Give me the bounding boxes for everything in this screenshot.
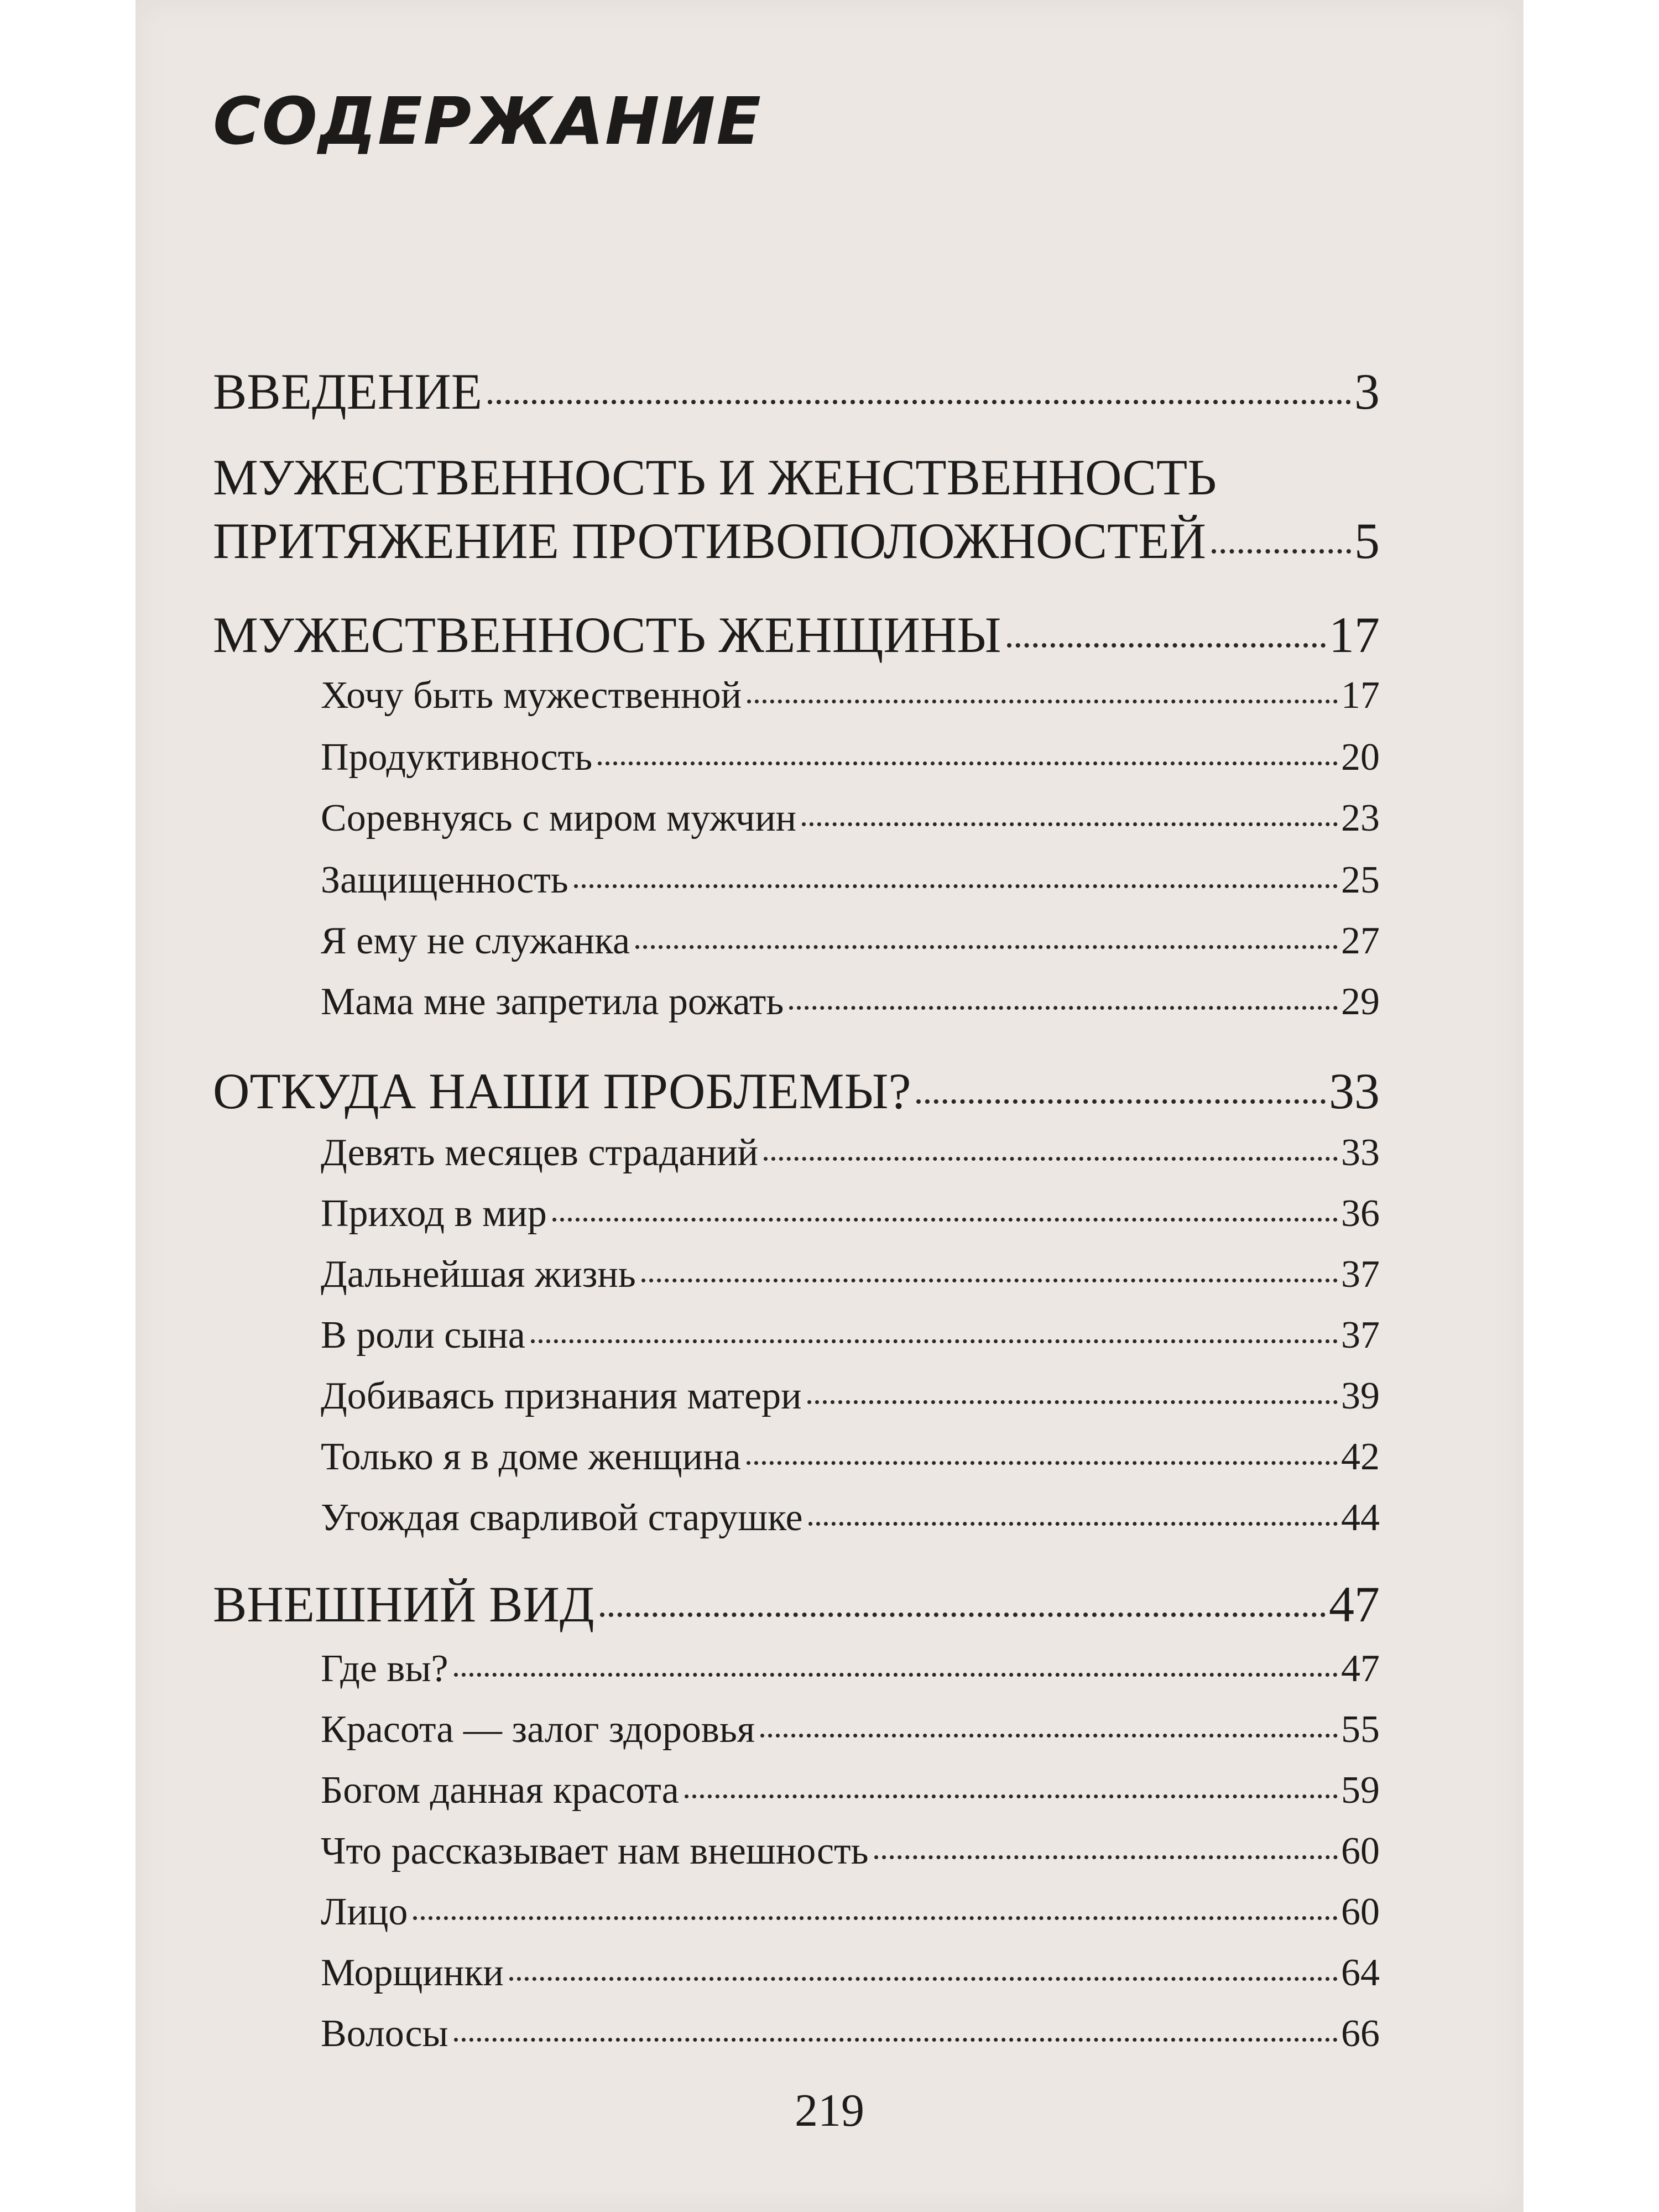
toc-chapter-title: МУЖЕСТВЕННОСТЬ ЖЕНЩИНЫ (213, 607, 1001, 663)
toc-page-number: 66 (1341, 2012, 1380, 2055)
toc-subsection[interactable] (321, 858, 1380, 902)
toc-page-number: 29 (1341, 980, 1380, 1023)
dot-leader (454, 2038, 1338, 2042)
dot-leader (552, 1218, 1338, 1222)
toc-subsection-title: Лицо (321, 1891, 408, 1933)
dot-leader (1212, 549, 1351, 554)
toc-subsection[interactable] (321, 1708, 1380, 1752)
dot-leader (789, 1006, 1338, 1010)
toc-page-number: 25 (1341, 859, 1380, 901)
dot-leader (747, 700, 1338, 703)
toc-subsection[interactable] (321, 1435, 1380, 1479)
toc-subsection[interactable] (321, 735, 1380, 780)
toc-page-number: 3 (1354, 363, 1380, 420)
dot-leader (635, 945, 1338, 949)
toc-page-number: 17 (1329, 607, 1380, 663)
toc-page-number: 5 (1354, 513, 1380, 569)
toc-chapter[interactable] (213, 1575, 1380, 1634)
toc-subsection-title: Богом данная красота (321, 1769, 679, 1812)
toc-subsection-title: Хочу быть мужественной (321, 674, 742, 717)
toc-page-number: 33 (1341, 1131, 1380, 1174)
dot-leader (874, 1855, 1338, 1859)
toc-subsection[interactable] (321, 1496, 1380, 1540)
toc-subsection[interactable] (321, 1647, 1380, 1691)
dot-leader (641, 1279, 1338, 1282)
toc-chapter-title: ВНЕШНИЙ ВИД (213, 1576, 594, 1632)
dot-leader (916, 1099, 1326, 1104)
dot-leader (509, 1977, 1338, 1981)
dot-leader (807, 1400, 1338, 1404)
dot-leader (531, 1339, 1338, 1343)
toc-subsection[interactable] (321, 1890, 1380, 1934)
dot-leader (1007, 643, 1326, 648)
toc-subsection[interactable] (321, 1253, 1380, 1297)
dot-leader (802, 822, 1338, 826)
toc-subsection-title: Соревнуясь с миром мужчин (321, 797, 797, 839)
dot-leader (808, 1522, 1338, 1526)
dot-leader (685, 1794, 1338, 1798)
dot-leader (760, 1734, 1338, 1738)
toc-page-number: 59 (1341, 1769, 1380, 1812)
toc-page-number: 60 (1341, 1830, 1380, 1872)
toc-subsection-title: Красота — залог здоровья (321, 1708, 755, 1751)
page-number-footer: 219 (795, 2085, 864, 2136)
toc-subsection-title: Добиваясь признания матери (321, 1375, 802, 1417)
table-of-contents (213, 0, 1380, 2212)
toc-page-number: 17 (1341, 674, 1380, 717)
toc-subsection-title: Приход в мир (321, 1192, 547, 1235)
toc-subsection[interactable] (321, 1951, 1380, 1995)
toc-subsection[interactable] (321, 919, 1380, 963)
toc-page-number: 37 (1341, 1314, 1380, 1357)
toc-subsection-title: В роли сына (321, 1314, 525, 1357)
toc-page-number: 42 (1341, 1436, 1380, 1478)
toc-subsection[interactable] (321, 1374, 1380, 1418)
toc-subsection-title: Где вы? (321, 1647, 448, 1690)
toc-subsection-title: Мама мне запретила рожать (321, 980, 784, 1023)
toc-subsection[interactable] (321, 674, 1380, 718)
toc-subsection-title: Морщинки (321, 1952, 504, 1994)
toc-subsection-title: Девять месяцев страданий (321, 1131, 759, 1174)
toc-chapter[interactable] (213, 362, 1380, 421)
toc-subsection[interactable] (321, 796, 1380, 841)
toc-chapter-title: ПРИТЯЖЕНИЕ ПРОТИВОПОЛОЖНОСТЕЙ (213, 513, 1206, 569)
toc-subsection-title: Дальнейшая жизнь (321, 1253, 636, 1296)
dot-leader (454, 1673, 1338, 1677)
toc-chapter[interactable] (213, 1062, 1380, 1120)
toc-page-number: 39 (1341, 1375, 1380, 1417)
dot-leader (574, 884, 1338, 888)
toc-subsection-title: Волосы (321, 2012, 448, 2055)
toc-subsection-title: Что рассказывает нам внешность (321, 1830, 869, 1872)
toc-subsection[interactable] (321, 1829, 1380, 1874)
toc-chapter-title: ОТКУДА НАШИ ПРОБЛЕМЫ? (213, 1063, 911, 1119)
toc-page-number: 36 (1341, 1192, 1380, 1235)
toc-page-number: 60 (1341, 1891, 1380, 1933)
dot-leader (413, 1916, 1338, 1920)
toc-page-number: 55 (1341, 1708, 1380, 1751)
toc-subsection[interactable] (321, 980, 1380, 1024)
toc-page-number: 20 (1341, 736, 1380, 779)
dot-leader (598, 761, 1338, 765)
toc-subsection[interactable] (321, 2012, 1380, 2056)
toc-subsection-title: Угождая сварливой старушке (321, 1496, 803, 1539)
toc-subsection-title: Только я в доме женщина (321, 1436, 741, 1478)
toc-page-number: 37 (1341, 1253, 1380, 1296)
toc-chapter-title-line: МУЖЕСТВЕННОСТЬ И ЖЕНСТВЕННОСТЬ (213, 449, 1217, 505)
toc-chapter[interactable] (213, 512, 1380, 570)
toc-page-number: 23 (1341, 797, 1380, 839)
toc-page-number: 64 (1341, 1952, 1380, 1994)
toc-subsection-title: Продуктивность (321, 736, 593, 779)
toc-subsection-title: Я ему не служанка (321, 920, 630, 962)
toc-subsection[interactable] (321, 1768, 1380, 1813)
toc-page-number: 47 (1341, 1647, 1380, 1690)
dot-leader (488, 400, 1351, 404)
contents-heading: СОДЕРЖАНИЕ (213, 83, 762, 159)
toc-subsection[interactable] (321, 1131, 1380, 1175)
toc-page-number: 27 (1341, 920, 1380, 962)
toc-chapter[interactable] (213, 606, 1380, 664)
toc-page-number: 47 (1329, 1576, 1380, 1632)
toc-subsection-title: Защищенность (321, 859, 568, 901)
toc-subsection[interactable] (321, 1313, 1380, 1358)
toc-page-number: 44 (1341, 1496, 1380, 1539)
dot-leader (747, 1461, 1338, 1465)
dot-leader (600, 1613, 1326, 1617)
dot-leader (764, 1157, 1338, 1161)
toc-subsection[interactable] (321, 1192, 1380, 1236)
toc-chapter-title: ВВЕДЕНИЕ (213, 363, 482, 420)
toc-page-number: 33 (1329, 1063, 1380, 1119)
book-page (135, 0, 1524, 2212)
